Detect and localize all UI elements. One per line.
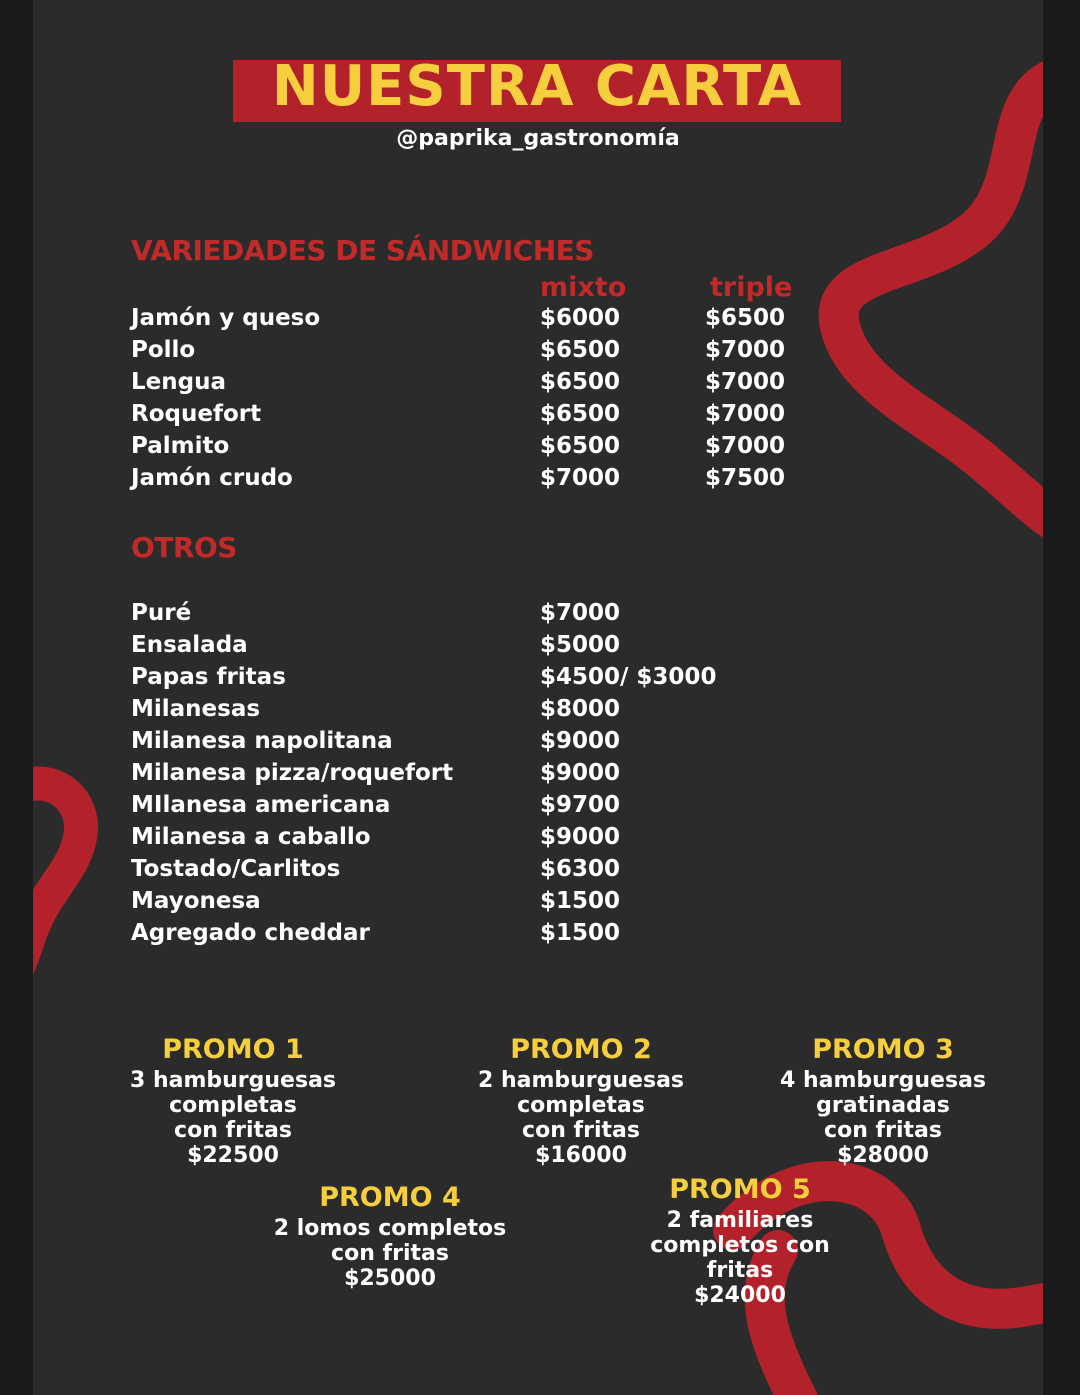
otros-row — [131, 760, 891, 792]
item-price: $1500 — [540, 920, 621, 946]
promo-title: PROMO 1 — [162, 1034, 304, 1065]
section-title-otros: OTROS — [131, 531, 237, 564]
otros-row — [131, 888, 891, 920]
section-title-sandwiches: VARIEDADES DE SÁNDWICHES — [131, 234, 594, 267]
price-triple: $7000 — [705, 433, 786, 459]
promo-line: con fritas — [522, 1118, 640, 1143]
squiggle-left — [33, 784, 81, 990]
promo-card-1 — [83, 1034, 383, 1168]
item-name: Milanesa napolitana — [131, 728, 393, 754]
item-price: $1500 — [540, 888, 621, 914]
sandwich-row — [131, 433, 891, 465]
promo-line: con fritas — [824, 1118, 942, 1143]
promo-line: completos con — [650, 1233, 830, 1258]
promo-line: con fritas — [174, 1118, 292, 1143]
price-mixto: $6500 — [540, 337, 621, 363]
item-name: Tostado/Carlitos — [131, 856, 341, 882]
promo-line: 3 hamburguesas — [129, 1068, 337, 1093]
price-triple: $7000 — [705, 369, 786, 395]
item-price: $9000 — [540, 728, 621, 754]
promo-title: PROMO 3 — [812, 1034, 954, 1065]
promo-price: $24000 — [694, 1283, 786, 1308]
item-name: Jamón crudo — [131, 465, 293, 491]
sandwich-row — [131, 401, 891, 433]
item-name: Puré — [131, 600, 192, 626]
item-name: Milanesa pizza/roquefort — [131, 760, 454, 786]
promo-line: 4 hamburguesas — [779, 1068, 987, 1093]
otros-row — [131, 856, 891, 888]
column-header-mixto: mixto — [540, 272, 627, 303]
sandwich-row — [131, 369, 891, 401]
column-header-triple: triple — [710, 272, 793, 303]
item-name: MIlanesa americana — [131, 792, 391, 818]
item-price: $9000 — [540, 760, 621, 786]
item-name: Agregado cheddar — [131, 920, 370, 946]
promo-line: fritas — [706, 1258, 774, 1283]
instagram-handle: @paprika_gastronomía — [396, 126, 680, 151]
title-banner — [233, 54, 841, 122]
price-mixto: $7000 — [540, 465, 621, 491]
item-name: Palmito — [131, 433, 230, 459]
promo-line: 2 familiares — [666, 1208, 814, 1233]
price-triple: $7500 — [705, 465, 786, 491]
item-name: Pollo — [131, 337, 196, 363]
item-price: $7000 — [540, 600, 621, 626]
otros-row — [131, 920, 891, 952]
promo-price: $16000 — [535, 1143, 627, 1168]
page-title: NUESTRA CARTA — [271, 54, 803, 119]
promo-card-3 — [733, 1034, 1033, 1168]
promo-title: PROMO 4 — [319, 1182, 461, 1213]
promo-line: 2 hamburguesas — [477, 1068, 685, 1093]
promo-price: $22500 — [187, 1143, 279, 1168]
promo-card-4 — [240, 1182, 540, 1291]
item-name: Papas fritas — [131, 664, 286, 690]
item-name: Milanesa a caballo — [131, 824, 371, 850]
price-mixto: $6000 — [540, 305, 621, 331]
item-price: $9000 — [540, 824, 621, 850]
price-mixto: $6500 — [540, 401, 621, 427]
promo-card-2 — [431, 1034, 731, 1168]
promo-price: $25000 — [344, 1266, 436, 1291]
promo-title: PROMO 2 — [510, 1034, 652, 1065]
otros-row — [131, 792, 891, 824]
otros-row — [131, 696, 891, 728]
sandwich-row — [131, 305, 891, 337]
otros-row — [131, 664, 891, 696]
otros-row — [131, 824, 891, 856]
price-mixto: $6500 — [540, 369, 621, 395]
otros-row — [131, 632, 891, 664]
price-mixto: $6500 — [540, 433, 621, 459]
promo-title: PROMO 5 — [669, 1174, 811, 1205]
promo-card-5 — [590, 1174, 890, 1308]
item-price: $6300 — [540, 856, 621, 882]
otros-row — [131, 728, 891, 760]
item-price: $9700 — [540, 792, 621, 818]
otros-row — [131, 600, 891, 632]
price-triple: $7000 — [705, 337, 786, 363]
price-triple: $6500 — [705, 305, 786, 331]
promo-price: $28000 — [837, 1143, 929, 1168]
sandwich-row — [131, 337, 891, 369]
price-triple: $7000 — [705, 401, 786, 427]
promo-line: con fritas — [331, 1241, 449, 1266]
sandwich-row — [131, 465, 891, 497]
item-price: $4500/ $3000 — [540, 664, 717, 690]
promo-line: gratinadas — [816, 1093, 950, 1118]
item-name: Mayonesa — [131, 888, 261, 914]
promo-line: completas — [169, 1093, 297, 1118]
item-name: Roquefort — [131, 401, 262, 427]
item-name: Ensalada — [131, 632, 248, 658]
item-price: $5000 — [540, 632, 621, 658]
item-name: Jamón y queso — [131, 305, 321, 331]
item-name: Milanesas — [131, 696, 261, 722]
promo-line: 2 lomos completos — [273, 1216, 507, 1241]
item-name: Lengua — [131, 369, 226, 395]
item-price: $8000 — [540, 696, 621, 722]
menu-page — [33, 0, 1043, 1395]
promo-line: completas — [517, 1093, 645, 1118]
